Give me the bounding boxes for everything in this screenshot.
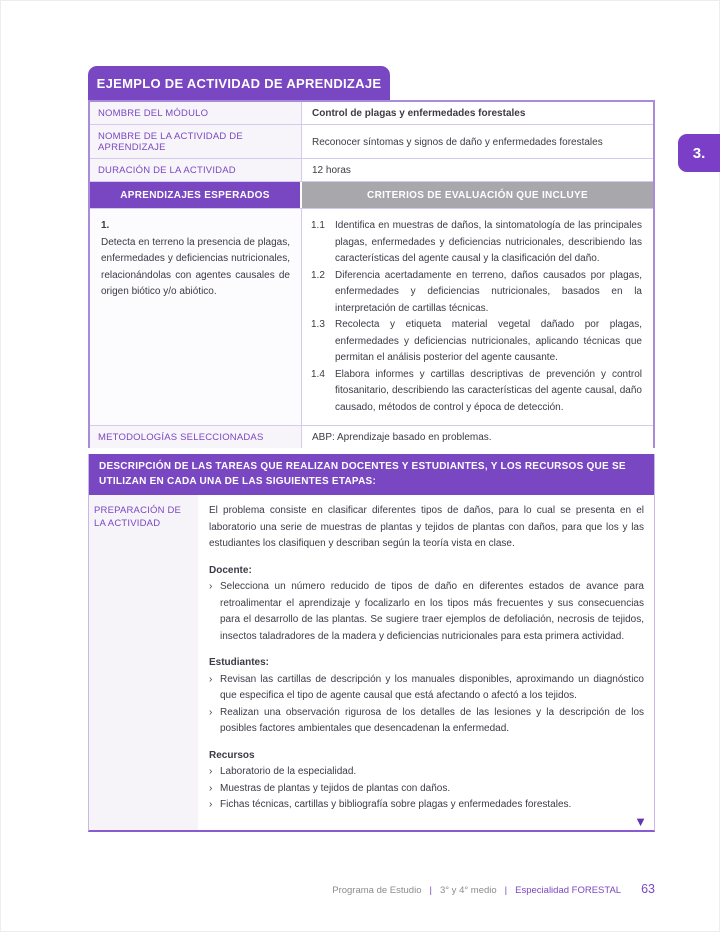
table-row: [90, 159, 653, 182]
list-item-text: Realizan una observación rigurosa de los detalles de las lesiones y la descripción de los posibles factores ambientales que desencadenan la enfermedad.: [220, 706, 644, 734]
criterio-number: 1.1: [311, 220, 325, 231]
criterio-text: Recolecta y etiqueta material vegetal dañado por plagas, enfermedades y deficiencias nutricionales, aplicando técnicas que permitan el análisis posterior del agente causante.: [335, 319, 642, 363]
table-row: [90, 125, 653, 159]
column-header-criterios: CRITERIOS DE EVALUACIÓN QUE INCLUYE: [302, 182, 653, 208]
docente-heading: Docente:: [209, 564, 252, 576]
bullet-icon: ›: [209, 766, 213, 777]
main-content: [88, 66, 655, 832]
table-row: [90, 102, 653, 125]
row-value-activity-name: Reconocer síntomas y signos de daño y enfermedades forestales: [312, 136, 603, 148]
row-label-metodologias: METODOLOGÍAS SELECCIONADAS: [90, 426, 302, 448]
activity-info-table: [88, 100, 655, 448]
list-item-text: Revisan las cartillas de descripción y los manuales disponibles, aproximando un diagnóstico que especifica el tipo de agente causal que está afectando o afectó a los tejidos.: [220, 673, 644, 701]
description-section: [88, 454, 655, 832]
criterio-text: Diferencia acertadamente en terreno, daños causados por plagas, enfermedades y deficiencias nutricionales, basados en la interpretación de cartillas técnicas.: [335, 269, 642, 314]
footer-program: Programa de Estudio: [332, 885, 422, 896]
stage-content: [198, 495, 654, 830]
row-value-metodologias: ABP: Aprendizaje basado en problemas.: [312, 432, 492, 443]
estudiantes-heading: Estudiantes:: [209, 657, 270, 668]
stage-label: PREPARACIÓN DE LA ACTIVIDAD: [89, 495, 198, 830]
list-item-text: Fichas técnicas, cartillas y bibliografía sobre plagas y enfermedades forestales.: [220, 799, 572, 810]
bullet-icon: ›: [209, 581, 213, 592]
criterio-item: [311, 317, 642, 367]
criterio-item: [311, 367, 642, 417]
criterio-number: 1.3: [311, 319, 325, 330]
row-value-module: Control de plagas y enfermedades forestales: [312, 108, 526, 119]
bullet-icon: ›: [209, 782, 213, 794]
chapter-tab-label: 3.: [692, 144, 706, 162]
criterio-number: 1.2: [311, 269, 325, 281]
aprendizaje-cell: [90, 209, 302, 425]
description-body: [89, 495, 654, 830]
list-item: [209, 705, 644, 738]
list-item: [209, 764, 644, 781]
description-banner: DESCRIPCIÓN DE LAS TAREAS QUE REALIZAN DOCENTES Y ESTUDIANTES, Y LOS RECURSOS QUE SE UTILIZAN EN CADA UNA DE LAS SIGUIENTES ETAPAS:: [89, 454, 654, 495]
bullet-icon: ›: [209, 673, 213, 685]
criterios-cell: [302, 209, 653, 425]
page-number: 63: [641, 882, 655, 896]
list-item: [209, 672, 644, 705]
table-row: [90, 426, 653, 448]
footer-specialty: Especialidad FORESTAL: [515, 885, 622, 896]
criterio-number: 1.4: [311, 368, 325, 380]
row-value-duration: 12 horas: [312, 165, 351, 176]
list-item-text: Selecciona un número reducido de tipos de daño en diferentes estados de avance para retroalimentar el aprendizaje y focalizarlo en los tipos más frecuentes y sus consecuencias para el desarrollo de las plantas. Se sugiere traer ejemplos de defoliación, necrosis de tejidos, insectos taladradores de la madera y deficiencias nutricionales para esta primera actividad.: [220, 581, 644, 642]
row-label-module: NOMBRE DEL MÓDULO: [90, 102, 302, 124]
section-title: EJEMPLO DE ACTIVIDAD DE APRENDIZAJE: [96, 75, 382, 91]
bullet-icon: ›: [209, 799, 213, 810]
aprendizaje-criterios-row: [90, 209, 653, 426]
aprendizaje-number: 1.: [101, 220, 110, 231]
criterio-item: [311, 268, 642, 318]
criterio-text: Identifica en muestras de daños, la sintomatología de las principales plagas, enfermedades y deficiencias nutricionales, describiendo las características del agente causal y la clasificación del daño.: [335, 220, 642, 264]
chapter-tab: [678, 134, 720, 172]
footer-separator: |: [504, 885, 508, 896]
intro-paragraph: El problema consiste en clasificar diferentes tipos de daños, para lo cual se presenta en el laboratorio una serie de muestras de plantas y tejidos de plantas con daños, para que los y las estudiantes los clasifiquen y describan según la teoría vista en clase.: [209, 505, 644, 549]
page-footer: [332, 882, 655, 896]
bullet-icon: ›: [209, 706, 213, 718]
list-item: [209, 781, 644, 798]
column-headers-row: [90, 182, 653, 209]
list-item-text: Laboratorio de la especialidad.: [220, 766, 357, 777]
continuation-arrow-icon: ▼: [634, 813, 647, 829]
section-title-badge: [88, 66, 390, 100]
recursos-heading: Recursos: [209, 749, 255, 761]
criterio-item: [311, 218, 642, 268]
row-label-activity-name: NOMBRE DE LA ACTIVIDAD DE APRENDIZAJE: [90, 125, 302, 158]
aprendizaje-text: Detecta en terreno la presencia de plagas, enfermedades y deficiencias nutricionales, relacionándolas con agentes causales de origen biótico y/o abiótico.: [101, 236, 290, 297]
footer-separator: |: [429, 885, 432, 896]
list-item: [209, 797, 644, 814]
row-label-duration: DURACIÓN DE LA ACTIVIDAD: [90, 159, 302, 181]
criterio-text: Elabora informes y cartillas descriptivas de prevención y control fitosanitario, describiendo las características del agente causal, daño causado, métodos de control y época de detección.: [335, 368, 642, 413]
column-header-aprendizajes: APRENDIZAJES ESPERADOS: [90, 182, 302, 208]
footer-grade: 3° y 4° medio: [439, 885, 497, 896]
list-item-text: Muestras de plantas y tejidos de plantas con daños.: [220, 782, 451, 794]
list-item: [209, 579, 644, 645]
